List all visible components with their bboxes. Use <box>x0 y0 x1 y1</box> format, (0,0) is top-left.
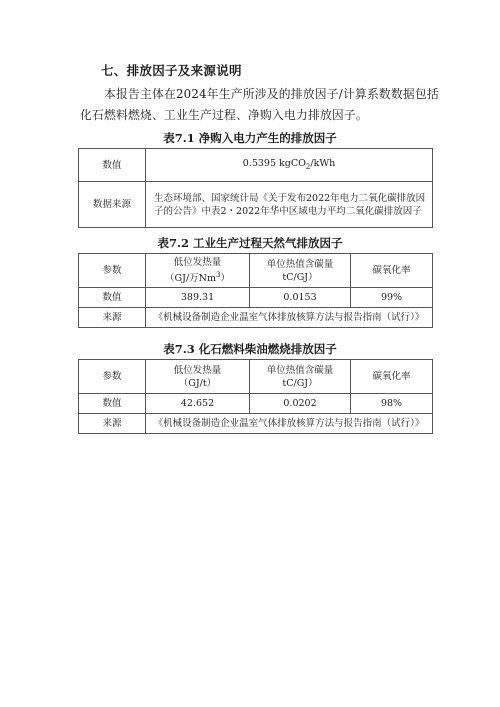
table1-label-value: 数值 <box>79 149 146 182</box>
table1-label-source: 数据来源 <box>79 182 146 228</box>
table2-value-1: 389.31 <box>146 288 250 308</box>
table2-caption: 表7.2 工业生产过程天然气排放因子 <box>157 236 343 250</box>
table2-col1-unit-pre: （GJ/万Nm <box>165 273 216 285</box>
table-row <box>79 288 433 308</box>
table3-value-1: 42.652 <box>146 394 250 414</box>
table2 <box>78 253 433 328</box>
table2-header-col1 <box>146 254 250 288</box>
table3-header-col2-line2: tC/GJ） <box>282 377 318 389</box>
table1-caption: 表7.1 净购入电力产生的排放因子 <box>163 131 337 145</box>
table-row <box>79 149 433 182</box>
table3-header-col1-line1: 低位发热量 <box>173 364 222 376</box>
table3-value-3: 98% <box>351 394 433 414</box>
table3-caption: 表7.3 化石燃料柴油燃烧排放因子 <box>163 342 337 356</box>
table-row <box>79 182 433 228</box>
table2-header-col2 <box>250 254 351 288</box>
table-row <box>79 308 433 328</box>
table3-header-col3: 碳氧化率 <box>351 360 433 394</box>
table-row <box>79 414 433 434</box>
table3-header-param: 参数 <box>79 360 146 394</box>
table2-col1-unit-post: ） <box>220 273 230 285</box>
table-row <box>79 360 433 394</box>
table3-header-col2 <box>250 360 351 394</box>
table2-header-col1-line1: 低位发热量 <box>173 256 222 268</box>
table2-value-2: 0.0153 <box>250 288 351 308</box>
table2-value-label: 数值 <box>79 288 146 308</box>
table3-source-value: 《机械设备制造企业温室气体排放核算方法与报告指南（试行）》 <box>146 414 433 434</box>
table2-value-3: 99% <box>351 288 433 308</box>
table3-header-col1 <box>146 360 250 394</box>
table3-value-label: 数值 <box>79 394 146 414</box>
section-heading: 七、排放因子及来源说明 <box>101 63 242 78</box>
table2-header-col2-line2: tC/GJ） <box>282 271 318 283</box>
table2-header-param: 参数 <box>79 254 146 288</box>
table3-source-label: 来源 <box>79 414 146 434</box>
table-row <box>79 394 433 414</box>
table2-source-value: 《机械设备制造企业温室气体排放核算方法与报告指南（试行）》 <box>146 308 433 328</box>
table1-value-pre: 0.5395 kgCO <box>242 157 306 169</box>
table1-value-cell <box>146 149 433 182</box>
table2-col1-unit-sup: 3 <box>215 270 221 279</box>
table1-source-value: 生态环境部、国家统计局《关于发布2022年电力二氧化碳排放因子的公告》中表2・2022年华中区域电力平均二氧化碳排放因子 <box>146 182 433 228</box>
table3-value-2: 0.0202 <box>250 394 351 414</box>
table3-header-col1-line2: （GJ/t） <box>178 377 217 389</box>
table1-value-sub: 2 <box>305 162 311 171</box>
table-row <box>79 254 433 288</box>
table2-header-col1-line2 <box>150 269 245 285</box>
table2-header-col2-line1: 单位热值含碳量 <box>266 258 334 270</box>
section-paragraph: 本报告主体在2024年生产所涉及的排放因子/计算系数数据包括化石燃料燃烧、工业生产过程、净购入电力排放因子。 <box>80 87 439 122</box>
table1-value-post: /kWh <box>310 157 336 169</box>
table2-source-label: 来源 <box>79 308 146 328</box>
table3 <box>78 359 433 434</box>
table2-header-col3: 碳氧化率 <box>351 254 433 288</box>
table1 <box>78 148 433 228</box>
table3-header-col2-line1: 单位热值含碳量 <box>266 364 334 376</box>
